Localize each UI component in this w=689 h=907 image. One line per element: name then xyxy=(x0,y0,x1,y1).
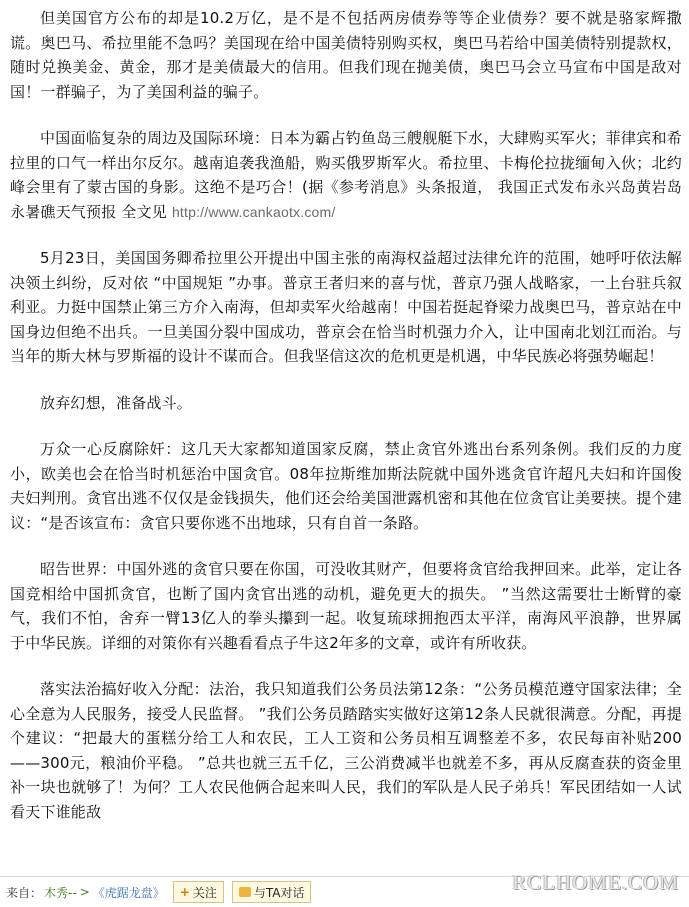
plus-icon: + xyxy=(179,885,190,899)
paragraph: 放弃幻想，准备战斗。 xyxy=(40,393,193,412)
follow-label: 关注 xyxy=(192,885,217,900)
author-link[interactable]: 木秀-- xyxy=(44,885,77,900)
board-link[interactable]: 《虎踞龙盘》 xyxy=(92,885,165,900)
paragraph: 万众一心反腐除奸：这几天大家都知道国家反腐，禁止贪官外逃出台系列条例。我们反的力度小，欧美也会在恰当时机惩治中国贪官。08年拉斯维加斯法院就中国外逃贪官许超凡夫妇和许国俊夫妇判刑。贪官出逃不仅仅是金钱损失，他们还会给美国泄露机密和其他在位贪官让美要挟。提个建议：“是否该宣布：贪官只要你逃不出地球，只有自首一条路。 xyxy=(10,440,682,532)
follow-button[interactable] xyxy=(173,881,224,903)
chat-button[interactable] xyxy=(232,881,312,903)
paragraph xyxy=(10,126,682,224)
chat-label: 与TA对话 xyxy=(253,885,305,900)
paragraph: 5月23日，美国国务卿希拉里公开提出中国主张的南海权益超过法律允许的范围，她呼吁依法解决领土纠纷，反对依 “中国规矩 ”办事。普京王者归来的喜与忧，普京乃强人战略家，一上台驻兵叙利亚。力挺中国禁止第三方介入南海，但却卖军火给越南！中国若挺起脊梁力战奥巴马，普京站在中国身边但绝不出兵。一旦美国分裂中国成功，普京会在恰当时机强力介入，让中国南北划江而治。与当年的斯大林与罗斯福的设计不谋而合。但我坚信这次的危机更是机遇，中华民族必将强势崛起！ xyxy=(10,249,682,365)
breadcrumb-separator: > xyxy=(79,885,90,899)
paragraph: 落实法治搞好收入分配：法治，我只知道我们公务员法第12条：“公务员模范遵守国家法律；全心全意为人民服务，接受人民监督。 ”我们公务员踏踏实实做好这第12条人民就很满意。分配，再提个建议：“把最大的蛋糕分给工人和农民，工人工资和公务员相互调整差不多，农民每亩补贴200——300元，粮油价平稳。 ”总共也就三五千亿，三公消费减半也就差不多，再从反腐查获的资金里补一块也就够了！为何？工人农民他俩合起来叫人民，我们的军队是人民子弟兵！军民团结如一人试看天下谁能敌 xyxy=(10,680,682,821)
chat-icon xyxy=(239,887,251,897)
paragraph-text: 中国面临复杂的周边及国际环境：日本为霸占钓鱼岛三艘舰艇下水，大肆购买军火；菲律宾和希拉里的口气一样出尔反尔。越南追袭我渔船，购买俄罗斯军火。希拉里、卡梅伦拉拢缅甸入伙；北约峰会里有了蒙古国的身影。这绝不是巧合！(据《参考消息》头条报道， 我国正式发布永兴岛黄岩岛永暑礁天气预报 全文见 xyxy=(10,129,682,221)
from-label: 来自： xyxy=(6,885,43,900)
paragraph: 但美国官方公布的却是10.2万亿，是不是不包括两房债券等等企业债券？要不就是骆家辉撒谎。奥巴马、希拉里能不急吗？美国现在给中国美债特别购买权，奥巴马若给中国美债特别提款权，随时兑换美金、黄金，那才是美债最大的信用。但我们现在抛美债，奥巴马会立马宣布中国是敌对国！一群骗子，为了美国利益的骗子。 xyxy=(10,9,682,101)
article-body xyxy=(10,6,682,846)
paragraph: 昭告世界：中国外逃的贪官只要在你国，可没收其财产，但要将贪官给我押回来。此举，定让各国竞相给中国抓贪官，也断了国内贪官出逃的动机，避免更大的损失。 ”当然这需要壮士断臂的豪气，我们不怕，舍弃一臂13亿人的拳头攥到一起。收复琉球拥抱西太平洋，南海风平浪静，世界属于中华民族。详细的对策你有兴趣看看点子牛这2年多的文章，或许有所收获。 xyxy=(10,560,682,652)
source-link[interactable]: http://www.cankaotx.com/ xyxy=(171,203,336,220)
site-watermark: RCLHOME.COM xyxy=(512,870,679,894)
